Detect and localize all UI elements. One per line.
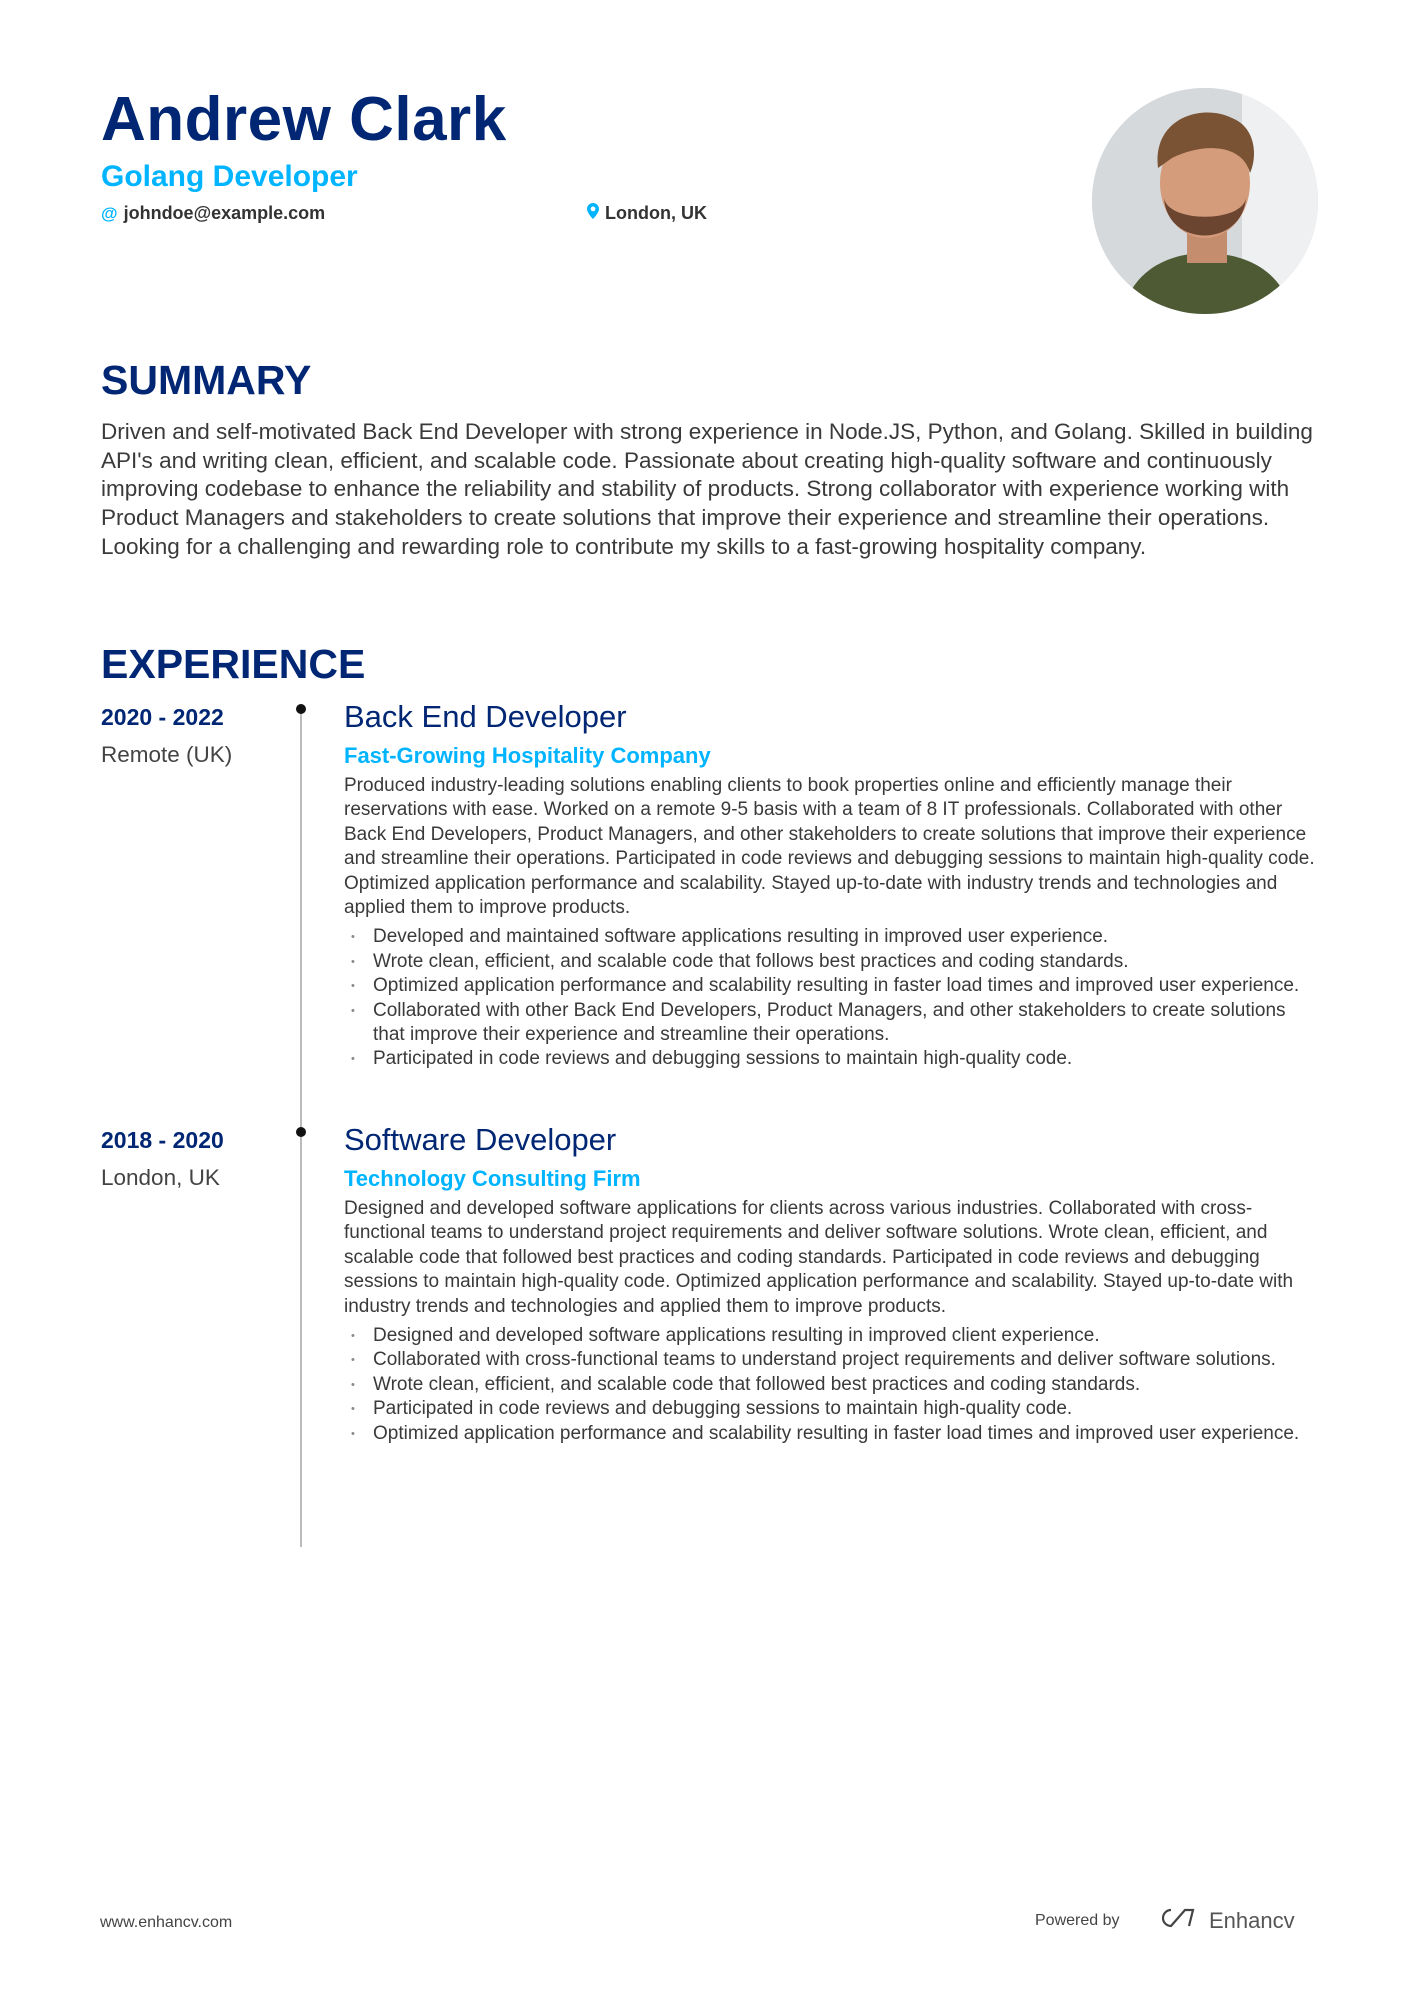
- list-item: • Optimized application performance and scalability resulting in faster load times and improved user experience.: [344, 1422, 1319, 1446]
- summary-heading: SUMMARY: [101, 357, 312, 403]
- entry-location: Remote (UK): [101, 742, 233, 767]
- job-description: Designed and developed software applications for clients across various industries. Collaborated with cross-functional teams to understand project requirements and deliver software solutions. Wrote clean, efficient, and scalable code that followed best practices and coding standards. Participated in code reviews and debugging sessions to maintain high-quality code. Optimized application performance and scalability. Stayed up-to-date with industry trends and technologies and applied them to improve products.: [344, 1198, 1294, 1317]
- list-item: • Wrote clean, efficient, and scalable code that followed best practices and coding standards.: [344, 1373, 1319, 1397]
- company-name: Technology Consulting Firm: [344, 1166, 641, 1191]
- email-text[interactable]: johndoe@example.com: [123, 203, 326, 223]
- timeline-line: [300, 710, 302, 1130]
- timeline-line: [300, 1133, 302, 1547]
- achievement-list: [344, 925, 1319, 1071]
- achievement-list: [344, 1324, 1319, 1446]
- job-description: Produced industry-leading solutions enabling clients to book properties online and efficiently manage their reservations with ease. Worked on a remote 9-5 basis with a team of 8 IT professionals. Collaborated with other Back End Developers, Product Managers, and other stakeholders to create solutions that improve their experience and streamline their operations. Participated in code reviews and debugging sessions to maintain high-quality code. Optimized application performance and scalability. Stayed up-to-date with industry trends and technologies and applied them to improve products.: [344, 775, 1315, 919]
- entry-location: London, UK: [101, 1165, 220, 1190]
- list-item: • Designed and developed software applications resulting in improved client experience.: [344, 1324, 1319, 1348]
- summary-text: Driven and self-motivated Back End Developer with strong experience in Node.JS, Python, and Golang. Skilled in building API's and writing clean, efficient, and scalable code. Passionate about creating high-quality software and continuously improving codebase to enhance the reliability and stability of products. Strong collaborator with experience working with Product Managers and stakeholders to create solutions that improve their experience and streamline their operations. Looking for a challenging and rewarding role to contribute my skills to a fast-growing hospitality company.: [101, 419, 1313, 559]
- list-item: • Collaborated with other Back End Developers, Product Managers, and other stakeholders to create solutions that improve their experience and streamline their operations.: [344, 999, 1319, 1048]
- job-title: Back End Developer: [344, 699, 627, 734]
- email-contact: [101, 203, 325, 224]
- timeline-dot: [296, 1127, 306, 1137]
- entry-dates: 2020 - 2022: [101, 704, 224, 730]
- location-text: London, UK: [605, 203, 707, 223]
- enhancv-brand: Enhancv: [1209, 1907, 1295, 1933]
- at-icon: @: [101, 203, 118, 223]
- timeline-dot: [296, 704, 306, 714]
- job-title: Software Developer: [344, 1122, 617, 1157]
- list-item: • Optimized application performance and scalability resulting in faster load times and improved user experience.: [344, 974, 1319, 998]
- location-contact: [587, 203, 707, 224]
- profile-photo: [1092, 88, 1318, 314]
- enhancv-logo[interactable]: [1155, 1906, 1295, 1935]
- enhancv-logo-icon: [1155, 1906, 1201, 1935]
- list-item: • Wrote clean, efficient, and scalable code that follows best practices and coding standards.: [344, 950, 1319, 974]
- company-name: Fast-Growing Hospitality Company: [344, 743, 711, 768]
- list-item: • Collaborated with cross-functional teams to understand project requirements and deliver software solutions.: [344, 1348, 1319, 1372]
- location-pin-icon: [587, 203, 599, 224]
- entry-dates: 2018 - 2020: [101, 1127, 224, 1153]
- footer-website[interactable]: www.enhancv.com: [100, 1914, 233, 1931]
- list-item: • Developed and maintained software applications resulting in improved user experience.: [344, 925, 1319, 949]
- experience-heading: EXPERIENCE: [101, 641, 366, 687]
- candidate-name: Andrew Clark: [101, 85, 507, 154]
- powered-by-label: Powered by: [1035, 1912, 1120, 1929]
- list-item: • Participated in code reviews and debugging sessions to maintain high-quality code.: [344, 1047, 1319, 1071]
- list-item: • Participated in code reviews and debugging sessions to maintain high-quality code.: [344, 1397, 1319, 1421]
- candidate-title: Golang Developer: [101, 160, 358, 193]
